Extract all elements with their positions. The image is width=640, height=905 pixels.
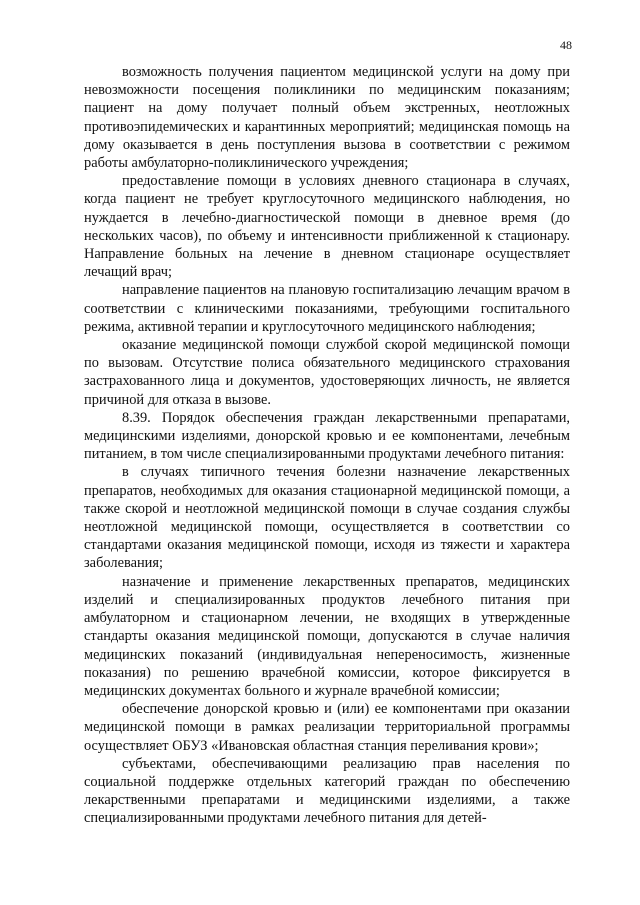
paragraph-social-support: субъектами, обеспечивающими реализацию прав населения по социальной поддержке отдельных категорий граждан по обеспечению лекарственными препаратами и медицинскими изделиями, а также специализированными продуктами лечебного питания для детей- [84,755,570,827]
paragraph-planned-hospitalization: направление пациентов на плановую госпитализацию лечащим врачом в соответствии с клиническими показаниями, требующими госпитального режима, активной терапии и круглосуточного медицинского наблюдения; [84,282,570,335]
paragraph-day-hospital: предоставление помощи в условиях дневного стационара в случаях, когда пациент не требует круглосуточного медицинского наблюдения, но нуждается в лечебно-диагностической помощи в дневное время (до нескольких часов), по объему и интенсивности приближенной к стационару. Направление больных на лечение в дневном стационаре осуществляет лечащий врач; [84,173,570,281]
page-number: 48 [560,38,572,52]
paragraph-section-8-39: 8.39. Порядок обеспечения граждан лекарственными препаратами, медицинскими изделиями, донорской кровью и ее компонентами, лечебным питанием, в том числе специализированными продуктами лечебного питания: [84,409,570,463]
paragraph-donor-blood: обеспечение донорской кровью и (или) ее компонентами при оказании медицинской помощи в рамках реализации территориальной программы осуществляет ОБУЗ «Ивановская областная станция переливания крови»; [84,701,570,754]
paragraph-nonstandard-prescription: назначение и применение лекарственных препаратов, медицинских изделий и специализированных продуктов лечебного питания при амбулаторном и стационарном лечении, не входящих в утвержденные стандарты оказания медицинской помощи, допускаются в случае наличия медицинских показаний (индивидуальная непереносимость, жизненные показания) по решению врачебной комиссии, которое фиксируется в медицинских документах больного и журнале врачебной комиссии; [84,573,570,699]
paragraph-home-care: возможность получения пациентом медицинской услуги на дому при невозможности посещения поликлиники по медицинским показаниям; пациент на дому получает полный объем экстренных, неотложных противоэпидемических и карантинных мероприятий; медицинская помощь на дому оказывается в день поступления вызова в соответствии с режимом работы амбулаторно-поликлинического учреждения; [84,64,570,172]
paragraph-typical-course: в случаях типичного течения болезни назначение лекарственных препаратов, необходимых для оказания стационарной медицинской помощи, а также скорой и неотложной медицинской помощи в случае создания службы неотложной медицинской помощи, осуществляется в соответствии со стандартами оказания медицинской помощи, исходя из тяжести и характера заболевания; [84,464,570,572]
document-body [84,63,570,828]
paragraph-ambulance-service: оказание медицинской помощи службой скорой медицинской помощи по вызовам. Отсутствие полиса обязательного медицинского страхования застрахованного лица и документов, удостоверяющих личность, не является причиной для отказа в вызове. [84,337,570,408]
